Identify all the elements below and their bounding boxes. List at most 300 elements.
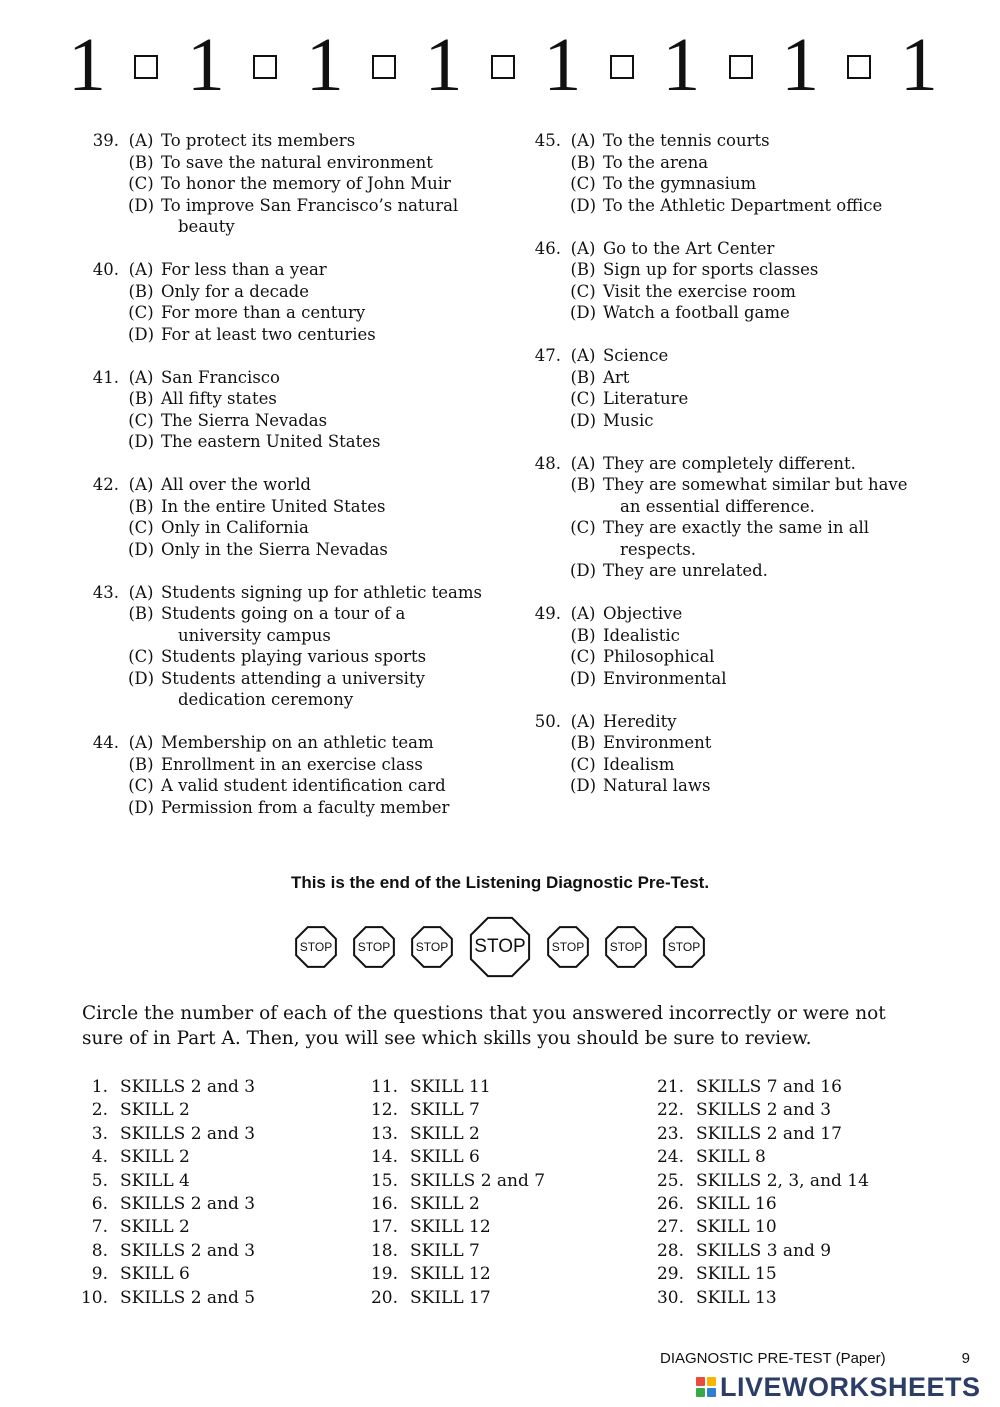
option-text-line: All over the world — [161, 475, 311, 494]
option-text-line: To the arena — [603, 152, 709, 172]
option-text-line: To the tennis courts — [603, 131, 770, 150]
option-text-line: They are unrelated. — [603, 561, 768, 580]
option-text-line: Students signing up for athletic teams — [161, 582, 482, 602]
skill-reference: SKILLS 2 and 7 — [410, 1170, 546, 1191]
skill-reference: SKILLS 2 and 5 — [120, 1287, 256, 1308]
option-text-line: To the gymnasium — [603, 174, 757, 193]
end-of-test-notice: This is the end of the Listening Diagnostic Pre-Test. — [290, 873, 710, 892]
option-text — [161, 732, 496, 754]
option-text — [603, 238, 938, 260]
option-letter: (A) — [128, 475, 154, 494]
skill-question-number: 12. — [370, 1100, 398, 1121]
banner-digit: 1 — [543, 23, 582, 107]
option-text-line: Only in California — [161, 518, 309, 537]
skill-question-number: 24. — [656, 1147, 684, 1168]
stop-sign-icon — [661, 924, 707, 970]
answer-option[interactable] — [121, 367, 496, 389]
skill-question-number: 2. — [91, 1100, 108, 1121]
option-text-line: Only in the Sierra Nevadas — [161, 539, 388, 559]
answer-option[interactable] — [563, 238, 938, 260]
skill-question-number: 19. — [370, 1264, 398, 1285]
option-text — [603, 345, 938, 367]
answer-options — [121, 259, 496, 345]
skill-reference: SKILL 7 — [410, 1240, 480, 1261]
option-letter: (B) — [128, 754, 154, 774]
option-text-line: San Francisco — [161, 367, 280, 387]
skill-row[interactable] — [370, 1263, 545, 1286]
option-text-line: Membership on an athletic team — [161, 733, 434, 752]
question-47 — [518, 345, 938, 431]
option-letter: (B) — [128, 389, 154, 408]
option-letter: (B) — [570, 733, 596, 752]
skill-reference: SKILL 17 — [410, 1287, 491, 1308]
option-text — [161, 539, 496, 561]
skill-question-number: 20. — [370, 1287, 398, 1308]
skill-question-number: 17. — [370, 1217, 398, 1238]
answer-option[interactable] — [563, 646, 938, 668]
option-text-line: All fifty states — [161, 389, 277, 408]
banner-part-marker — [68, 23, 938, 107]
option-letter: (B) — [128, 281, 154, 301]
option-text — [161, 259, 496, 281]
option-text-line: Visit the exercise room — [603, 281, 796, 301]
question-number: 50. — [534, 711, 561, 731]
option-text-line: Watch a football game — [603, 303, 790, 322]
answer-option[interactable] — [121, 173, 496, 195]
skill-row[interactable] — [656, 1146, 869, 1169]
skill-row[interactable] — [370, 1240, 545, 1263]
banner-digit: 1 — [781, 23, 820, 107]
skill-reference: SKILLS 2, 3, and 14 — [696, 1170, 869, 1191]
skill-question-number: 4. — [91, 1147, 108, 1168]
answer-option[interactable] — [563, 345, 938, 367]
answer-option[interactable] — [563, 625, 938, 647]
answer-option[interactable] — [563, 281, 938, 303]
answer-options — [563, 238, 938, 324]
option-text — [603, 474, 938, 517]
option-text — [161, 603, 496, 646]
answer-option[interactable] — [121, 496, 496, 518]
skill-question-number: 26. — [656, 1194, 684, 1215]
option-text-continuation: respects. — [620, 539, 697, 559]
skill-row[interactable] — [656, 1216, 869, 1239]
answer-option[interactable] — [563, 560, 938, 582]
answer-option[interactable] — [563, 388, 938, 410]
option-text — [603, 560, 938, 582]
skill-reference: SKILL 15 — [696, 1264, 777, 1285]
banner-box — [847, 55, 871, 79]
option-text-line: To honor the memory of John Muir — [161, 174, 451, 193]
question-48 — [518, 453, 938, 582]
skill-reference: SKILL 4 — [120, 1170, 190, 1191]
banner-box — [253, 55, 277, 79]
option-text-line: A valid student identification card — [161, 776, 446, 795]
answer-option[interactable] — [121, 324, 496, 346]
option-text — [603, 388, 938, 410]
skill-row[interactable] — [80, 1193, 255, 1216]
skill-reference: SKILL 2 — [410, 1194, 480, 1215]
banner-digit: 1 — [424, 23, 463, 107]
answer-options — [563, 130, 938, 216]
stop-sign-icon — [351, 924, 397, 970]
skill-question-number: 15. — [370, 1170, 398, 1191]
answer-option[interactable] — [121, 775, 496, 797]
liveworksheets-brand — [696, 1372, 981, 1402]
option-text-line: The Sierra Nevadas — [161, 410, 328, 430]
stop-sign-icon — [409, 924, 455, 970]
stop-sign-icon — [293, 924, 339, 970]
skill-row[interactable] — [370, 1076, 545, 1099]
answer-option[interactable] — [121, 732, 496, 754]
question-number: 49. — [534, 604, 561, 623]
skill-row[interactable] — [80, 1263, 255, 1286]
skill-row[interactable] — [656, 1240, 869, 1263]
question-number: 40. — [92, 260, 119, 279]
option-text-line: Environmental — [603, 668, 727, 688]
option-letter: (B) — [570, 260, 596, 279]
skill-question-number: 23. — [656, 1123, 684, 1144]
answer-option[interactable] — [563, 367, 938, 389]
skill-reference: SKILLS 3 and 9 — [696, 1240, 832, 1261]
skill-question-number: 28. — [656, 1240, 684, 1261]
answer-option[interactable] — [121, 754, 496, 776]
option-text-line: Students going on a tour of a — [161, 604, 406, 623]
answer-option[interactable] — [563, 668, 938, 690]
banner-box — [491, 55, 515, 79]
skill-row[interactable] — [80, 1287, 255, 1310]
skill-reference: SKILLS 2 and 3 — [120, 1194, 256, 1215]
skill-reference: SKILLS 2 and 3 — [696, 1100, 832, 1121]
question-number: 48. — [534, 453, 561, 473]
skill-row[interactable] — [370, 1170, 545, 1193]
option-text-line: Go to the Art Center — [603, 238, 775, 258]
skill-question-number: 14. — [370, 1147, 398, 1168]
review-instructions: Circle the number of each of the questions that you answered incorrectly or were not sure of in Part A. Then, you will see which skills you should be sure to review. — [82, 1003, 886, 1049]
page-number: 9 — [961, 1350, 970, 1367]
answer-option[interactable] — [563, 517, 938, 560]
answer-option[interactable] — [121, 410, 496, 432]
skill-row[interactable] — [656, 1099, 869, 1122]
option-letter: (B) — [570, 475, 596, 494]
answer-options — [121, 130, 496, 238]
skill-reference: SKILL 12 — [410, 1217, 491, 1238]
option-text-continuation: beauty — [178, 217, 235, 236]
questions-left-column — [76, 130, 496, 840]
stop-label: STOP — [415, 940, 449, 954]
answer-option[interactable] — [121, 302, 496, 324]
skill-row[interactable] — [80, 1146, 255, 1169]
option-letter: (B) — [570, 625, 596, 645]
option-text-line: Music — [603, 410, 654, 430]
banner-digit: 1 — [68, 23, 106, 107]
answer-option[interactable] — [121, 517, 496, 539]
answer-option[interactable] — [563, 173, 938, 195]
answer-option[interactable] — [563, 603, 938, 625]
answer-option[interactable] — [121, 539, 496, 561]
skill-row[interactable] — [370, 1099, 545, 1122]
answer-option[interactable] — [563, 152, 938, 174]
option-letter: (C) — [570, 281, 596, 301]
option-letter: (A) — [570, 131, 596, 150]
answer-option[interactable] — [121, 646, 496, 668]
option-text-line: For at least two centuries — [161, 324, 376, 344]
skill-row[interactable] — [80, 1099, 255, 1122]
stop-sign-icon — [603, 924, 649, 970]
answer-option[interactable] — [563, 410, 938, 432]
question-number: 47. — [534, 346, 561, 365]
option-text — [161, 582, 496, 604]
option-text-continuation: dedication ceremony — [178, 690, 354, 709]
skill-question-number: 10. — [80, 1287, 108, 1308]
skill-row[interactable] — [80, 1216, 255, 1239]
skill-question-number: 30. — [656, 1287, 684, 1308]
option-text-line: They are somewhat similar but have — [603, 475, 908, 494]
question-43 — [76, 582, 496, 711]
answer-option[interactable] — [563, 302, 938, 324]
answer-option[interactable] — [121, 388, 496, 410]
skill-row[interactable] — [80, 1240, 255, 1263]
question-40 — [76, 259, 496, 345]
skill-row[interactable] — [80, 1076, 255, 1099]
question-44 — [76, 732, 496, 818]
option-text-line: Natural laws — [603, 776, 711, 795]
skill-row[interactable] — [656, 1263, 869, 1286]
skill-row[interactable] — [370, 1123, 545, 1146]
option-text — [161, 281, 496, 303]
skills-column-1 — [80, 1076, 255, 1310]
answer-option[interactable] — [121, 195, 496, 238]
stop-label: STOP — [357, 940, 391, 954]
option-text-line: Permission from a faculty member — [161, 797, 450, 817]
option-letter: (D) — [569, 195, 597, 215]
banner-digit: 1 — [186, 23, 225, 107]
answer-options — [121, 732, 496, 818]
option-text — [161, 474, 496, 496]
skills-column-2 — [370, 1076, 545, 1310]
option-text — [603, 367, 938, 389]
option-text — [161, 130, 496, 152]
option-letter: (D) — [127, 797, 155, 817]
option-text-continuation: university campus — [178, 625, 331, 645]
option-text-line: To improve San Francisco’s natural — [161, 195, 459, 215]
answer-option[interactable] — [563, 711, 938, 733]
option-text — [603, 152, 938, 174]
option-text — [161, 152, 496, 174]
skill-question-number: 21. — [656, 1077, 684, 1097]
banner-digit: 1 — [662, 23, 701, 107]
skill-row[interactable] — [370, 1216, 545, 1239]
option-text — [161, 410, 496, 432]
answer-option[interactable] — [121, 474, 496, 496]
skill-reference: SKILL 2 — [120, 1217, 190, 1238]
option-letter: (A) — [570, 604, 596, 623]
option-text — [161, 302, 496, 324]
banner-digit: 1 — [899, 23, 938, 107]
option-letter: (B) — [570, 152, 596, 172]
answer-options — [121, 367, 496, 453]
answer-options — [563, 603, 938, 689]
option-text — [161, 797, 496, 819]
option-text — [161, 668, 496, 711]
answer-option[interactable] — [563, 474, 938, 517]
answer-options — [563, 453, 938, 582]
question-39 — [76, 130, 496, 238]
option-text — [603, 732, 938, 754]
option-letter: (A) — [128, 367, 154, 387]
option-letter: (C) — [128, 518, 154, 537]
option-letter: (B) — [128, 152, 154, 172]
option-letter: (C) — [570, 174, 596, 193]
footer-title: DIAGNOSTIC PRE-TEST (Paper) — [660, 1350, 886, 1367]
skill-reference: SKILL 6 — [120, 1264, 190, 1285]
skill-row[interactable] — [370, 1287, 545, 1310]
skill-row[interactable] — [80, 1170, 255, 1193]
option-text — [161, 754, 496, 776]
option-letter: (B) — [128, 604, 154, 623]
option-text — [603, 517, 938, 560]
option-letter: (C) — [128, 174, 154, 193]
answer-option[interactable] — [121, 603, 496, 646]
option-letter: (D) — [569, 410, 597, 430]
skill-reference: SKILL 12 — [410, 1264, 491, 1285]
skill-reference: SKILL 7 — [410, 1100, 480, 1121]
option-letter: (D) — [569, 303, 597, 322]
option-text — [161, 324, 496, 346]
option-letter: (D) — [127, 668, 155, 688]
option-text — [161, 517, 496, 539]
logo-square — [707, 1388, 716, 1397]
option-letter: (D) — [127, 195, 155, 215]
option-text — [603, 453, 938, 475]
option-text — [603, 259, 938, 281]
option-text-line: Students playing various sports — [161, 647, 427, 666]
question-number: 42. — [92, 475, 119, 494]
brand-name: LIVEWORKSHEETS — [720, 1371, 981, 1402]
skill-row[interactable] — [370, 1193, 545, 1216]
question-45 — [518, 130, 938, 216]
answer-option[interactable] — [121, 797, 496, 819]
logo-square — [696, 1377, 705, 1386]
option-text-line: Enrollment in an exercise class — [161, 754, 423, 774]
answer-option[interactable] — [121, 582, 496, 604]
option-letter: (D) — [569, 561, 597, 580]
option-text-line: In the entire United States — [161, 496, 386, 516]
option-text-line: They are exactly the same in all — [603, 518, 870, 537]
option-letter: (C) — [128, 303, 154, 322]
liveworksheets-logo-icon — [696, 1377, 716, 1397]
skill-row[interactable] — [656, 1076, 869, 1099]
stop-label: STOP — [474, 936, 526, 957]
answer-option[interactable] — [121, 259, 496, 281]
option-text-line: To the Athletic Department office — [603, 195, 883, 215]
skill-question-number: 18. — [370, 1240, 398, 1261]
banner-box — [610, 55, 634, 79]
option-text — [161, 646, 496, 668]
option-letter: (D) — [127, 539, 155, 559]
answer-option[interactable] — [121, 152, 496, 174]
option-text — [161, 496, 496, 518]
skill-row[interactable] — [370, 1146, 545, 1169]
skill-reference: SKILLS 2 and 3 — [120, 1240, 256, 1261]
skill-row[interactable] — [80, 1123, 255, 1146]
answer-option[interactable] — [563, 732, 938, 754]
option-text-line: Sign up for sports classes — [603, 260, 819, 279]
skills-column-3 — [656, 1076, 869, 1310]
option-text-line: Idealistic — [603, 625, 680, 645]
skill-row[interactable] — [656, 1123, 869, 1146]
option-text-line: Science — [603, 346, 669, 365]
option-text-line: For less than a year — [161, 260, 327, 279]
skill-row[interactable] — [656, 1170, 869, 1193]
option-text — [603, 668, 938, 690]
page-footer — [660, 1350, 970, 1367]
skill-reference: SKILL 13 — [696, 1287, 777, 1308]
option-text — [161, 431, 496, 453]
question-number: 41. — [92, 367, 119, 387]
option-text — [603, 775, 938, 797]
option-text — [603, 173, 938, 195]
option-text — [603, 410, 938, 432]
answer-option[interactable] — [563, 195, 938, 217]
option-text — [603, 130, 938, 152]
answer-option[interactable] — [563, 453, 938, 475]
answer-option[interactable] — [121, 130, 496, 152]
answer-option[interactable] — [121, 281, 496, 303]
skill-reference: SKILL 2 — [120, 1100, 190, 1121]
question-number: 39. — [92, 131, 119, 150]
option-text-line: Art — [603, 367, 630, 387]
option-letter: (A) — [128, 260, 154, 279]
answer-option[interactable] — [563, 130, 938, 152]
question-41 — [76, 367, 496, 453]
question-number: 45. — [534, 131, 561, 150]
question-42 — [76, 474, 496, 560]
stop-label: STOP — [299, 940, 333, 954]
answer-option[interactable] — [563, 259, 938, 281]
skill-question-number: 5. — [91, 1170, 108, 1191]
answer-option[interactable] — [121, 431, 496, 453]
option-letter: (D) — [569, 776, 597, 795]
stop-label: STOP — [609, 940, 643, 954]
option-letter: (A) — [128, 131, 154, 150]
question-number: 46. — [534, 238, 561, 258]
option-letter: (A) — [570, 346, 596, 365]
stop-sign-icon — [467, 914, 533, 980]
answer-option[interactable] — [563, 775, 938, 797]
option-text — [603, 711, 938, 733]
answer-option[interactable] — [563, 754, 938, 776]
skill-reference: SKILL 8 — [696, 1147, 766, 1168]
skill-reference: SKILL 11 — [410, 1077, 491, 1097]
banner-box — [729, 55, 753, 79]
answer-option[interactable] — [121, 668, 496, 711]
banner-box — [134, 55, 158, 79]
skill-reference: SKILLS 2 and 17 — [696, 1123, 842, 1144]
option-text — [603, 603, 938, 625]
skill-row[interactable] — [656, 1193, 869, 1216]
option-text — [603, 195, 938, 217]
skill-question-number: 9. — [91, 1264, 108, 1285]
skill-row[interactable] — [656, 1287, 869, 1310]
option-letter: (C) — [570, 754, 596, 774]
option-letter: (A) — [128, 733, 154, 752]
option-text — [161, 775, 496, 797]
option-text-line: For more than a century — [161, 303, 366, 322]
answer-options — [121, 474, 496, 560]
option-text — [161, 195, 496, 238]
question-50 — [518, 711, 938, 797]
skill-question-number: 6. — [91, 1194, 108, 1215]
